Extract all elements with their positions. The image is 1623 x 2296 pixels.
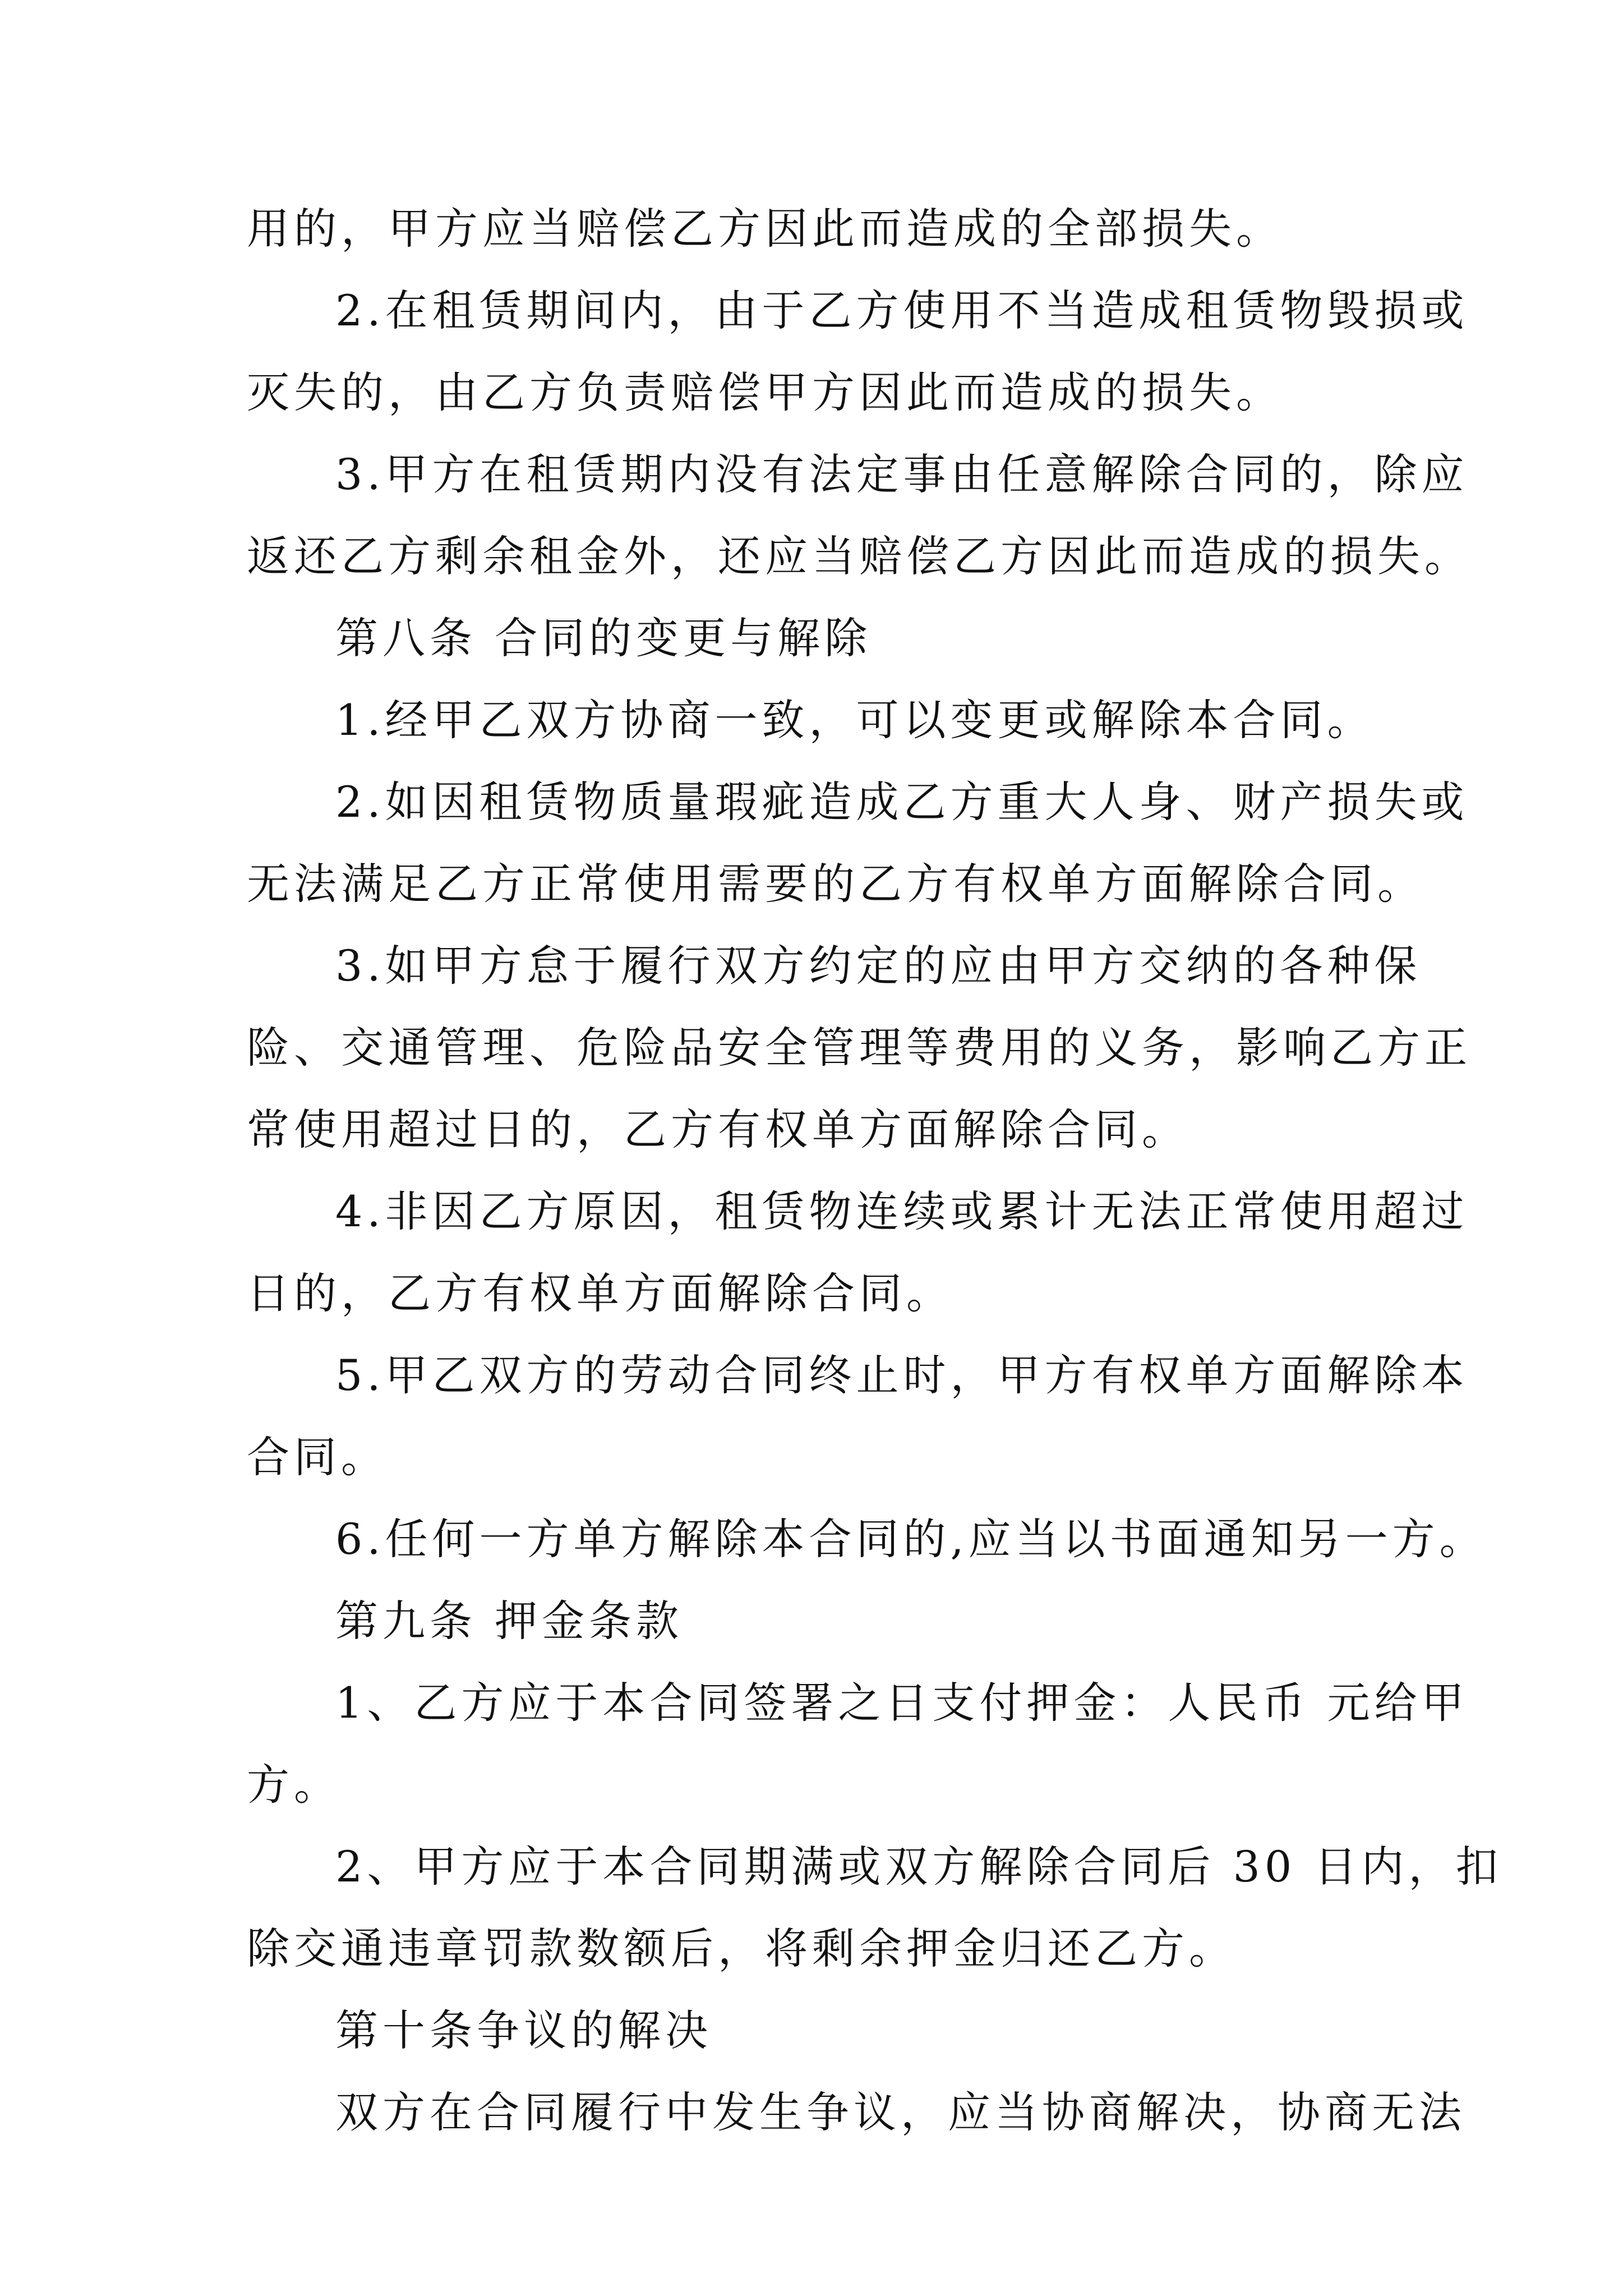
text-line: 返还乙方剩余租金外，还应当赔偿乙方因此而造成的损失。 bbox=[247, 531, 1472, 581]
text-line: 2.如因租赁物质量瑕疵造成乙方重大人身、财产损失或 bbox=[335, 777, 1469, 827]
text-line: 无法满足乙方正常使用需要的乙方有权单方面解除合同。 bbox=[247, 859, 1424, 909]
contract-text-body bbox=[247, 188, 1503, 2154]
text-line: 常使用超过日的，乙方有权单方面解除合同。 bbox=[247, 1105, 1189, 1154]
text-line: 双方在合同履行中发生争议，应当协商解决，协商无法 bbox=[335, 2087, 1466, 2137]
text-line: 用的，甲方应当赔偿乙方因此而造成的全部损失。 bbox=[247, 204, 1283, 254]
text-line: 合同。 bbox=[247, 1432, 388, 1482]
text-line: 6.任何一方单方解除本合同的,应当以书面通知另一方。 bbox=[335, 1514, 1487, 1564]
text-line: 1.经甲乙双方协商一致，可以变更或解除本合同。 bbox=[335, 695, 1375, 745]
section-heading-article-10: 第十条争议的解决 bbox=[335, 2005, 712, 2055]
text-line: 5.甲乙双方的劳动合同终止时，甲方有权单方面解除本 bbox=[335, 1350, 1469, 1400]
text-line: 2.在租赁期间内，由于乙方使用不当造成租赁物毁损或 bbox=[335, 286, 1469, 335]
text-line: 1、乙方应于本合同签署之日支付押金：人民币 元给甲 bbox=[335, 1678, 1469, 1728]
text-line: 4.非因乙方原因，租赁物连续或累计无法正常使用超过 bbox=[335, 1186, 1469, 1236]
text-line: 方。 bbox=[247, 1760, 341, 1810]
text-line: 3.如甲方怠于履行双方约定的应由甲方交纳的各种保 bbox=[335, 941, 1422, 991]
text-line: 险、交通管理、危险品安全管理等费用的义务，影响乙方正 bbox=[247, 1023, 1472, 1073]
section-heading-article-8: 第八条 合同的变更与解除 bbox=[335, 613, 872, 663]
text-line: 灭失的，由乙方负责赔偿甲方因此而造成的损失。 bbox=[247, 367, 1283, 417]
text-line: 2、甲方应于本合同期满或双方解除合同后 30 日内，扣 bbox=[335, 1842, 1503, 1892]
text-line: 3.甲方在租赁期内没有法定事由任意解除合同的，除应 bbox=[335, 449, 1469, 499]
text-line: 日的，乙方有权单方面解除合同。 bbox=[247, 1268, 953, 1318]
text-line: 除交通违章罚款数额后，将剩余押金归还乙方。 bbox=[247, 1924, 1236, 1973]
section-heading-article-9: 第九条 押金条款 bbox=[335, 1596, 684, 1646]
